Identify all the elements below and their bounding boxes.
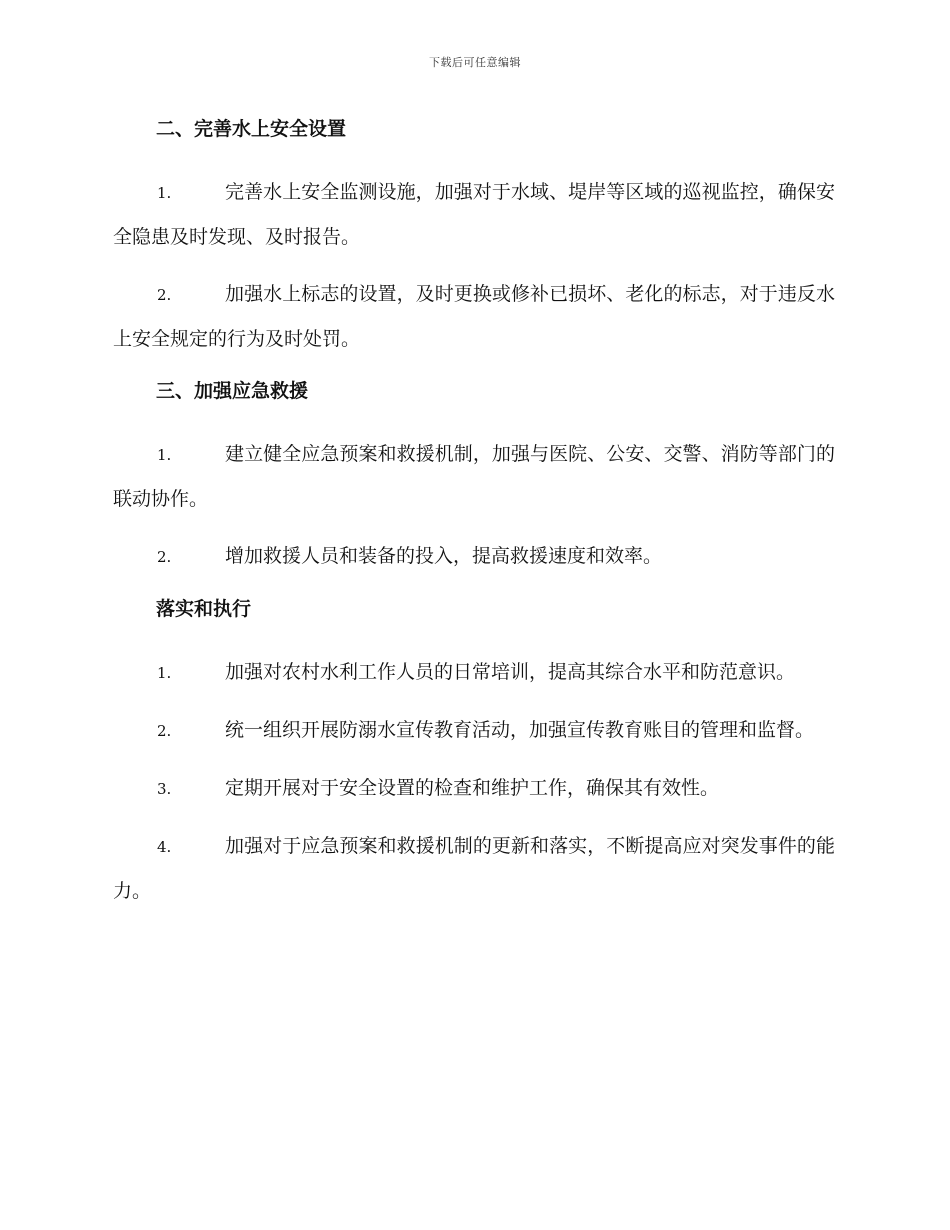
- item-number: 1.: [157, 446, 172, 464]
- list-item: [113, 534, 835, 579]
- item-text: 增加救援人员和装备的投入，提高救援速度和效率。: [225, 545, 663, 567]
- item-text: 加强对于应急预案和救援机制的更新和落实，不断提高应对突发事件的能力。: [113, 835, 835, 902]
- section-heading: 二、完善水上安全设置: [156, 118, 347, 140]
- item-number: 2.: [157, 286, 172, 304]
- list-item: [113, 170, 835, 259]
- list-item: [113, 766, 835, 811]
- item-number: 2.: [157, 722, 172, 740]
- section-heading: 落实和执行: [156, 598, 252, 620]
- item-number: 1.: [157, 664, 172, 682]
- item-number: 1.: [157, 184, 172, 202]
- item-text: 完善水上安全监测设施，加强对于水域、堤岸等区域的巡视监控，确保安全隐患及时发现、及时报告。: [113, 181, 835, 248]
- list-item: [113, 432, 835, 521]
- list-item: [113, 650, 835, 695]
- item-number: 4.: [157, 838, 172, 856]
- item-text: 统一组织开展防溺水宣传教育活动，加强宣传教育账目的管理和监督。: [225, 719, 815, 741]
- item-text: 定期开展对于安全设置的检查和维护工作，确保其有效性。: [225, 777, 720, 799]
- section-emergency-rescue: [113, 374, 835, 579]
- item-text: 加强对农村水利工作人员的日常培训，提高其综合水平和防范意识。: [225, 661, 796, 683]
- document-body: [113, 112, 835, 926]
- item-number: 2.: [157, 548, 172, 566]
- section-heading: 三、加强应急救援: [156, 380, 309, 402]
- item-text: 建立健全应急预案和救援机制，加强与医院、公安、交警、消防等部门的联动协作。: [113, 443, 835, 510]
- list-item: [113, 272, 835, 361]
- list-item: [113, 824, 835, 913]
- section-water-safety: [113, 112, 835, 361]
- list-item: [113, 708, 835, 753]
- item-number: 3.: [157, 780, 172, 798]
- item-text: 加强水上标志的设置，及时更换或修补已损坏、老化的标志，对于违反水上安全规定的行为及时处罚。: [113, 283, 835, 350]
- page-header: 下载后可任意编辑: [429, 56, 521, 69]
- section-implementation: [113, 592, 835, 913]
